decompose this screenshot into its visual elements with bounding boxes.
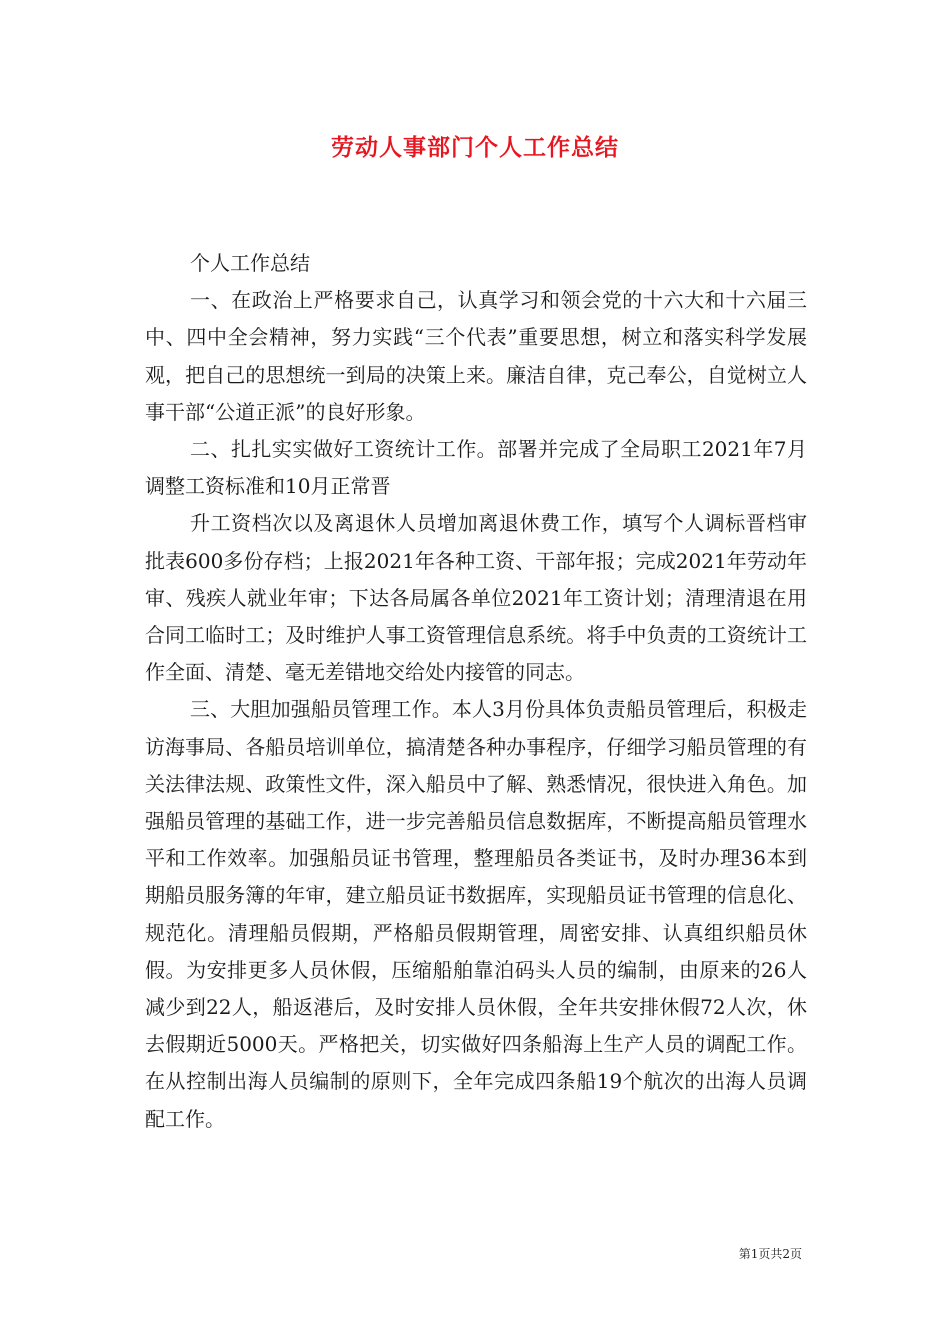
- document-body: [145, 245, 807, 1138]
- paragraph-crew-management: 三、大胆加强船员管理工作。本人3月份具体负责船员管理后，积极走访海事局、各船员培训单位，搞清楚各种办事程序，仔细学习船员管理的有关法律法规、政策性文件，深入船员中了解、熟悉情况，很快进入角色。加强船员管理的基础工作，进一步完善船员信息数据库，不断提高船员管理水平和工作效率。加强船员证书管理，整理船员各类证书，及时办理36本到期船员服务簿的年审，建立船员证书数据库，实现船员证书管理的信息化、规范化。清理船员假期，严格船员假期管理，周密安排、认真组织船员休假。为安排更多人员休假，压缩船舶靠泊码头人员的编制，由原来的26人减少到22人，船返港后，及时安排人员休假，全年共安排休假72人次，休去假期近5000天。严格把关，切实做好四条船海上生产人员的调配工作。在从控制出海人员编制的原则下，全年完成四条船19个航次的出海人员调配工作。: [145, 697, 807, 1131]
- paragraph-wage-statistics-continued: 升工资档次以及离退休人员增加离退休费工作，填写个人调标晋档审批表600多份存档；上报2021年各种工资、干部年报；完成2021年劳动年审、残疾人就业年审；下达各局属各单位2021年工资计划；清理清退在用合同工临时工；及时维护人事工资管理信息系统。将手中负责的工资统计工作全面、清楚、毫无差错地交给处内接管的同志。: [145, 511, 807, 685]
- page-number-footer: 第1页共2页: [738, 1247, 802, 1261]
- paragraph-wage-statistics: 二、扎扎实实做好工资统计工作。部署并完成了全局职工2021年7月调整工资标准和10月正常晋: [145, 437, 807, 499]
- paragraph-heading: 个人工作总结: [190, 251, 310, 275]
- document-title: 劳动人事部门个人工作总结: [331, 134, 619, 161]
- paragraph-politics: 一、在政治上严格要求自己，认真学习和领会党的十六大和十六届三中、四中全会精神，努力实践“三个代表”重要思想，树立和落实科学发展观，把自己的思想统一到局的决策上来。廉洁自律，克己奉公，自觉树立人事干部“公道正派”的良好形象。: [145, 288, 807, 424]
